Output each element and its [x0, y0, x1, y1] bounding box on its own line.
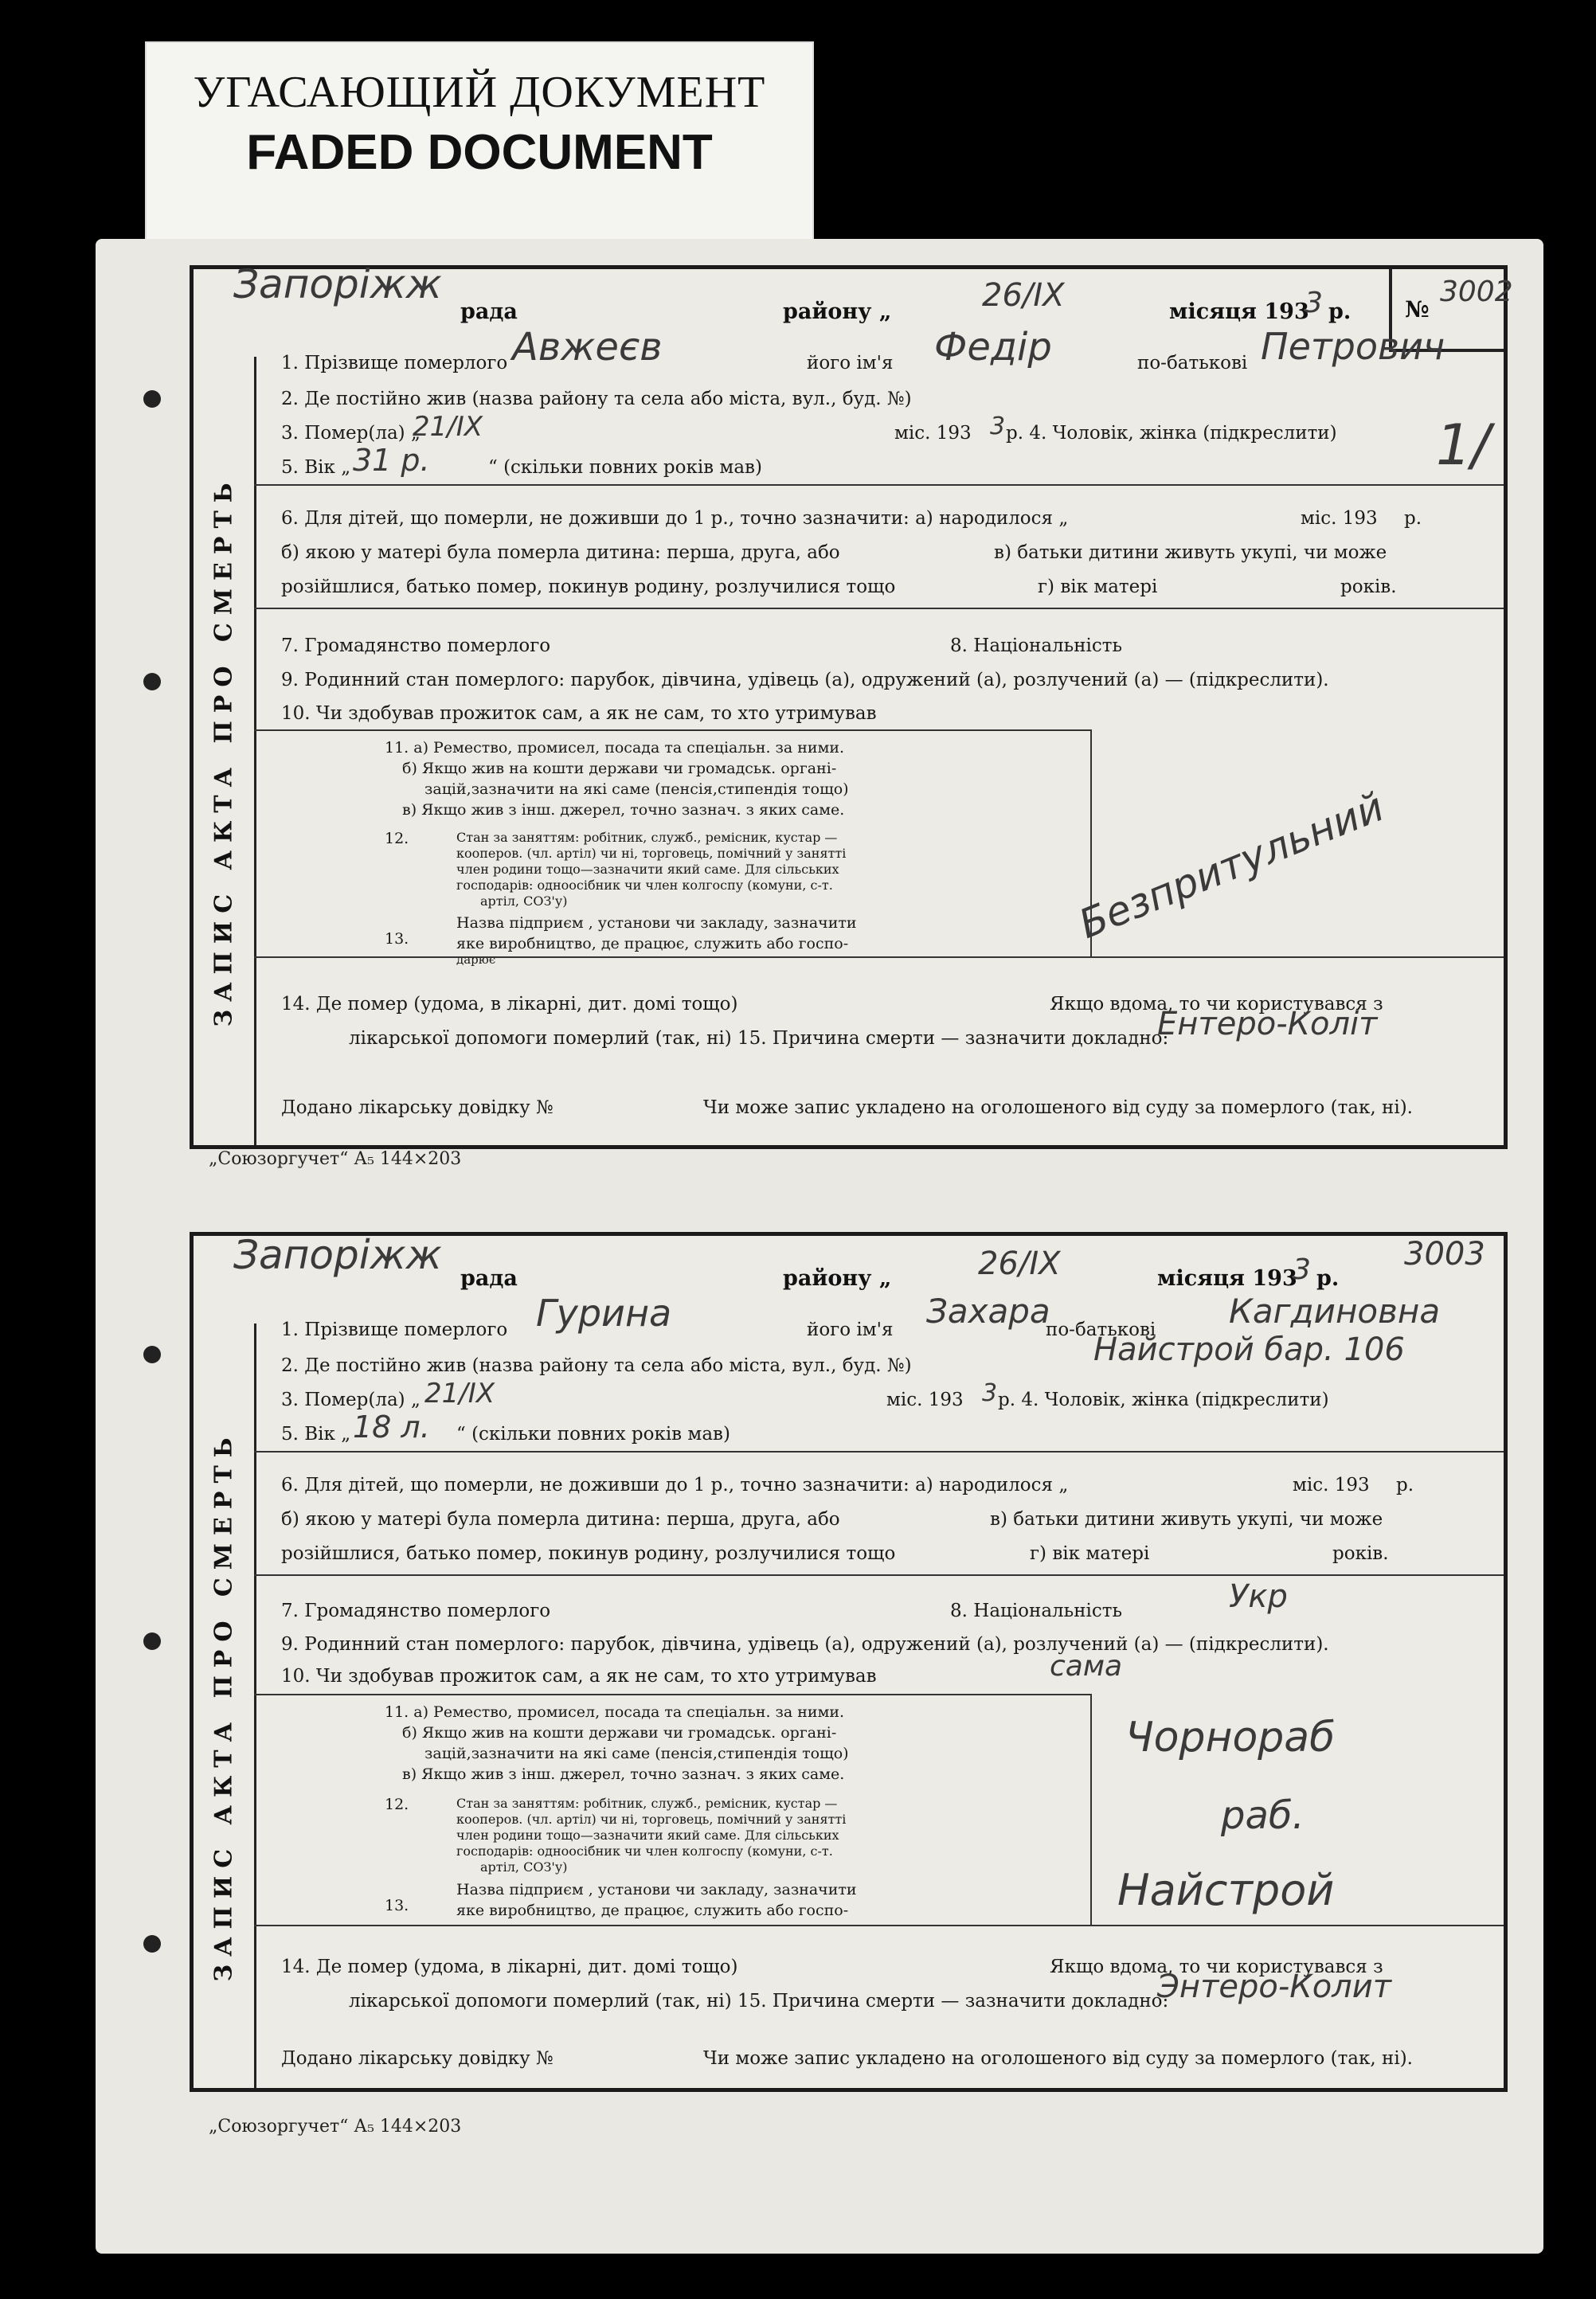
sidebar-title: ЗАПИС АКТА ПРО СМЕРТЬ: [209, 475, 238, 1027]
row-4-gender: р. 4. Чоловік, жінка (підкреслити): [998, 1390, 1329, 1410]
hw-age: 31 р.: [353, 443, 430, 478]
row-12-num: 12.: [385, 830, 409, 847]
row-10: 10. Чи здобував прожиток сам, а як не сам, то хто утримував: [281, 703, 877, 724]
death-record-form-1: [190, 261, 1513, 1149]
row-6a-year: р.: [1396, 1475, 1414, 1496]
hw-workplace: Найстрой: [1117, 1865, 1335, 1915]
hw-occupation: Безпритульний: [1072, 783, 1391, 948]
row-10: 10. Чи здобував прожиток сам, а як не сам, то хто утримував: [281, 1666, 877, 1687]
row-9: 9. Родинний стан померлого: парубок, дівчина, удівець (а), одружений (а), розлучений (а) — (підкреслити).: [281, 670, 1329, 690]
hw-year: 3: [1293, 1253, 1311, 1286]
row-13c: дарює: [456, 952, 496, 967]
row-6c-years: років.: [1332, 1543, 1389, 1564]
row-12c: член родини тощо—зазначити який саме. Для сільських: [456, 1828, 839, 1843]
punch-hole: [143, 390, 161, 408]
number-sign: №: [1405, 296, 1430, 323]
divider: [254, 1925, 1504, 1926]
row-14: 14. Де помер (удома, в лікарні, дит. домі тощо): [281, 994, 738, 1015]
row-6b: б) якою у матері була померла дитина: перша, друга, або: [281, 542, 840, 563]
rada-label: рада: [460, 299, 518, 324]
year-suffix: р.: [1316, 1266, 1340, 1291]
row-5-note: “ (скільки повних років мав): [456, 1424, 730, 1445]
hw-occupation-2: раб.: [1221, 1793, 1305, 1838]
hw-name: Захара: [926, 1292, 1050, 1331]
row-16: Додано лікарську довідку №: [281, 1097, 554, 1118]
row-6b-cont: в) батьки дитини живуть укупі, чи може: [990, 1509, 1383, 1530]
death-record-form-2: [190, 1232, 1508, 2092]
hw-cause: Энтеро-Колит: [1157, 1969, 1392, 2005]
row-12-num: 12.: [385, 1796, 409, 1813]
hw-year: 3: [1305, 287, 1323, 319]
row-12b: кооперов. (чл. артіл) чи ні, торговець, помічний у занятті: [456, 846, 847, 861]
row-3-month: міс. 193: [886, 1390, 964, 1410]
row-12: Стан за заняттям: робітник, служб., ремісник, кустар —: [456, 830, 838, 845]
hw-place: Запоріжж: [233, 1232, 442, 1278]
surname-label: 1. Прізвище померлого: [281, 353, 508, 373]
hw-nationality: Укр: [1229, 1578, 1288, 1615]
row-3: 3. Помер(ла) „: [281, 1390, 421, 1410]
label-russian: УГАСАЮЩИЙ ДОКУМЕНТ: [193, 68, 766, 117]
row-12: Стан за заняттям: робітник, служб., ремісник, кустар —: [456, 1796, 838, 1811]
surname-label: 1. Прізвище померлого: [281, 1320, 508, 1340]
hw-side-mark: 1/: [1436, 412, 1491, 478]
hw-day: 26/IX: [978, 1245, 1061, 1282]
row-7: 7. Громадянство померлого: [281, 635, 551, 656]
row-11b: б) Якщо жив на кошти держави чи громадськ. органі-: [402, 1724, 837, 1742]
row-7: 7. Громадянство померлого: [281, 1601, 551, 1621]
row-15: лікарської допомоги померлий (так, ні) 15. Причина смерти — зазначити докладно:: [349, 1028, 1169, 1049]
row-2: 2. Де постійно жив (назва району та села або міста, вул., буд. №): [281, 389, 912, 409]
row-6c-age: г) вік матері: [1030, 1543, 1150, 1564]
name-label: його ім'я: [807, 353, 894, 373]
row-6a: 6. Для дітей, що померли, не доживши до 1 р., точно зазначити: а) народилося „: [281, 508, 1069, 529]
row-11b2: зацій,зазначити на які саме (пенсія,стипендія тощо): [424, 780, 849, 798]
punch-hole: [143, 1346, 161, 1363]
row-9: 9. Родинний стан померлого: парубок, дівчина, удівець (а), одружений (а), розлучений (а) — (підкреслити).: [281, 1634, 1329, 1655]
divider: [254, 1574, 1504, 1576]
hw-cause: Ентеро-Коліт: [1157, 1006, 1378, 1042]
row-6b-cont: в) батьки дитини живуть укупі, чи може: [994, 542, 1387, 563]
hw-record-number: 3002: [1440, 276, 1513, 308]
row-14: 14. Де помер (удома, в лікарні, дит. домі тощо): [281, 1957, 738, 1977]
row-6a: 6. Для дітей, що померли, не доживши до 1 р., точно зазначити: а) народилося „: [281, 1475, 1069, 1496]
name-label: його ім'я: [807, 1320, 894, 1340]
sidebar: [194, 357, 256, 1145]
row-13: Назва підприєм , установи чи закладу, зазначити: [456, 914, 857, 932]
hw-patronymic: Кагдиновна: [1229, 1292, 1441, 1331]
punch-hole: [143, 1632, 161, 1650]
row-12e: артіл, СОЗ'у): [480, 1859, 568, 1875]
row-11c: в) Якщо жив з інш. джерел, точно зазнач. з яких саме.: [402, 1765, 845, 1783]
row-12d: господарів: одноосібник чи член колгоспу (комуни, с-т.: [456, 878, 833, 893]
row-14-home: Якщо вдома, то чи користувався з: [1050, 994, 1383, 1015]
row-16-court: Чи може запис укладено на оголошеного від суду за померлого (так, ні).: [703, 2048, 1413, 2069]
row-4-gender: р. 4. Чоловік, жінка (підкреслити): [1006, 423, 1337, 444]
row-11a: 11. а) Ремество, промисел, посада та спеціальн. за ними.: [385, 739, 845, 757]
hw-date: 21/IX: [413, 411, 483, 443]
hw-support: сама: [1050, 1650, 1123, 1683]
row-8: 8. Національність: [950, 1601, 1123, 1621]
row-12e: артіл, СОЗ'у): [480, 893, 568, 909]
row-13b: яке виробництво, де працює, служить або госпо-: [456, 1902, 849, 1919]
row-6c: розійшлися, батько помер, покинув родину, розлучилися тощо: [281, 577, 896, 597]
row-16: Додано лікарську довідку №: [281, 2048, 554, 2069]
label-english: FADED DOCUMENT: [246, 125, 713, 180]
form-footer-1: „Союзоргучет“ А₅ 144×203: [209, 1149, 462, 1169]
row-2: 2. Де постійно жив (назва району та села або міста, вул., буд. №): [281, 1355, 912, 1376]
row-5: 5. Вік „: [281, 1424, 351, 1445]
punch-hole: [143, 673, 161, 690]
row-13-num: 13.: [385, 930, 409, 948]
raion-label: району „: [783, 1266, 892, 1291]
faded-document-label: [145, 41, 814, 244]
rada-label: рада: [460, 1266, 518, 1291]
hw-date: 21/IX: [424, 1378, 495, 1410]
sidebar: [194, 1323, 256, 2088]
row-11b2: зацій,зазначити на які саме (пенсія,стипендія тощо): [424, 1745, 849, 1762]
row-8: 8. Національність: [950, 635, 1123, 656]
row-6b: б) якою у матері була померла дитина: перша, друга, або: [281, 1509, 840, 1530]
hw-record-number: 3003: [1404, 1236, 1485, 1273]
row-16-court: Чи може запис укладено на оголошеного від суду за померлого (так, ні).: [703, 1097, 1413, 1118]
row-11b: б) Якщо жив на кошти держави чи громадськ. органі-: [402, 760, 837, 777]
year-suffix: р.: [1328, 299, 1352, 324]
row-11c: в) Якщо жив з інш. джерел, точно зазнач. з яких саме.: [402, 801, 845, 819]
divider: [254, 956, 1504, 958]
row-11a: 11. а) Ремество, промисел, посада та спеціальн. за ними.: [385, 1703, 845, 1721]
row-5: 5. Вік „: [281, 457, 351, 478]
patronymic-label: по-батькові: [1137, 353, 1248, 373]
hw-surname: Гурина: [536, 1292, 672, 1335]
row-6c-age: г) вік матері: [1038, 577, 1158, 597]
hw-address: Найстрой бар. 106: [1093, 1331, 1405, 1368]
row-14-home: Якщо вдома, то чи користувався з: [1050, 1957, 1383, 1977]
hw-occupation: Чорнораб: [1125, 1714, 1336, 1761]
form-footer-2: „Союзоргучет“ А₅ 144×203: [209, 2117, 462, 2137]
row-6c: розійшлися, батько помер, покинув родину, розлучилися тощо: [281, 1543, 896, 1564]
row-5-note: “ (скільки повних років мав): [488, 457, 762, 478]
row-6a-month: міс. 193: [1301, 508, 1378, 529]
row-13-num: 13.: [385, 1897, 409, 1914]
patronymic-label: по-батькові: [1046, 1320, 1156, 1340]
row-6a-year: р.: [1404, 508, 1422, 529]
hw-surname: Авжеєв: [512, 325, 663, 369]
hw-place: Запоріжж: [233, 261, 442, 307]
hw-day: 26/IX: [982, 277, 1065, 314]
divider: [254, 1451, 1504, 1453]
row-15: лікарської допомоги померлий (так, ні) 15. Причина смерти — зазначити докладно:: [349, 1991, 1169, 2012]
month-label: місяця 193: [1169, 299, 1309, 324]
row-12c: член родини тощо—зазначити який саме. Для сільських: [456, 862, 839, 877]
row-12d: господарів: одноосібник чи член колгоспу (комуни, с-т.: [456, 1844, 833, 1859]
punch-hole: [143, 1935, 161, 1953]
row-13b: яке виробництво, де працює, служить або госпо-: [456, 935, 849, 952]
hw-age: 18 л.: [353, 1410, 430, 1445]
hw-patronymic: Петрович: [1261, 325, 1445, 368]
hw-name: Федір: [934, 325, 1052, 369]
row-3: 3. Помер(ла) „: [281, 423, 421, 444]
divider: [254, 484, 1504, 486]
hw-year-3: 3: [982, 1379, 998, 1407]
raion-label: району „: [783, 299, 892, 324]
row-3-month: міс. 193: [894, 423, 972, 444]
row-12b: кооперов. (чл. артіл) чи ні, торговець, помічний у занятті: [456, 1812, 847, 1827]
hw-year-3: 3: [990, 412, 1006, 440]
row-6a-month: міс. 193: [1293, 1475, 1370, 1496]
sidebar-title: ЗАПИС АКТА ПРО СМЕРТЬ: [209, 1429, 238, 1982]
divider: [254, 608, 1504, 609]
row-13: Назва підприєм , установи чи закладу, зазначити: [456, 1881, 857, 1898]
row-6c-years: років.: [1340, 577, 1397, 597]
month-label: місяця 193: [1157, 1266, 1297, 1291]
